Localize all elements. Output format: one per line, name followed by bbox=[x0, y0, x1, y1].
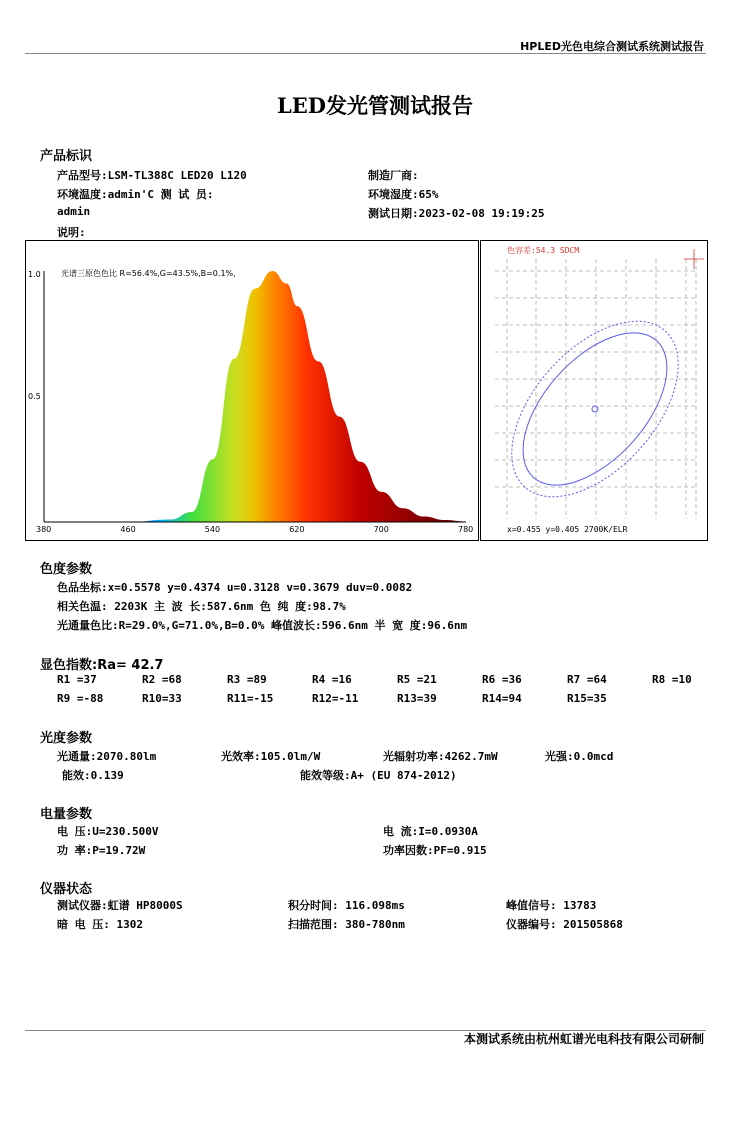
ambient-humidity: 环境湿度:65% bbox=[368, 188, 439, 201]
page-title: LED发光管测试报告 bbox=[277, 93, 473, 118]
cri-value: R2 =68 bbox=[142, 673, 182, 686]
cri-value: R12=-11 bbox=[312, 692, 359, 705]
x-tick-label: 620 bbox=[289, 525, 305, 534]
header-divider bbox=[25, 53, 706, 54]
cri-value: R13=39 bbox=[397, 692, 437, 705]
product-maker: 制造厂商: bbox=[368, 169, 419, 182]
photometric-section-title: 光度参数 bbox=[40, 731, 93, 746]
cri-value: R6 =36 bbox=[482, 673, 522, 686]
peak-signal: 峰值信号: 13783 bbox=[506, 899, 597, 912]
power: 功 率:P=19.72W bbox=[57, 844, 146, 857]
cri-value: R3 =89 bbox=[227, 673, 267, 686]
spectrum-panel bbox=[25, 240, 479, 541]
cri-value: R1 =37 bbox=[57, 673, 97, 686]
cri-value: R14=94 bbox=[482, 692, 522, 705]
cri-value: R15=35 bbox=[567, 692, 607, 705]
radiant-power: 光辐射功率:4262.7mW bbox=[383, 750, 498, 763]
outer-tolerance-ellipse bbox=[481, 291, 707, 527]
spectrum-chart bbox=[26, 241, 478, 540]
cri-value: R4 =16 bbox=[312, 673, 352, 686]
inner-tolerance-ellipse bbox=[496, 307, 693, 511]
power-factor: 功率因数:PF=0.915 bbox=[383, 844, 487, 857]
report-header: HPLED光色电综合测试系统测试报告 bbox=[520, 40, 704, 53]
chromaticity-chart bbox=[481, 241, 707, 540]
cri-value: R9 =-88 bbox=[57, 692, 104, 705]
cri-value: R10=33 bbox=[142, 692, 182, 705]
spectrum-title: 光谱三原色色比 R=56.4%,G=43.5%,B=0.1%, bbox=[61, 269, 236, 278]
energy-grade: 能效等级:A+ (EU 874-2012) bbox=[300, 769, 457, 782]
center-point bbox=[592, 406, 598, 412]
chromaticity-grid bbox=[495, 259, 696, 519]
cri-value: R8 =10 bbox=[652, 673, 692, 686]
cri-value: R7 =64 bbox=[567, 673, 607, 686]
scan-range: 扫描范围: 380-780nm bbox=[288, 918, 405, 931]
spectrum-area bbox=[44, 271, 466, 522]
cri-value: R11=-15 bbox=[227, 692, 274, 705]
y-tick-1: 1.0 bbox=[28, 270, 41, 279]
instrument-device: 测试仪器:虹谱 HP8000S bbox=[57, 899, 183, 912]
measured-point-marker bbox=[684, 249, 704, 269]
cri-section-title: 显色指数:Ra= 42.7 bbox=[40, 658, 164, 673]
current: 电 流:I=0.0930A bbox=[383, 825, 478, 838]
voltage: 电 压:U=230.500V bbox=[57, 825, 159, 838]
x-tick-label: 700 bbox=[373, 525, 389, 534]
x-tick-label: 460 bbox=[120, 525, 136, 534]
footer-text: 本测试系统由杭州虹谱光电科技有限公司研制 bbox=[463, 1032, 704, 1046]
luminous-intensity: 光强:0.0mcd bbox=[545, 750, 614, 763]
tester-name: admin bbox=[57, 205, 91, 218]
instrument-section-title: 仪器状态 bbox=[40, 882, 93, 897]
color-section-title: 色度参数 bbox=[40, 562, 93, 577]
integration-time: 积分时间: 116.098ms bbox=[288, 899, 405, 912]
sdcm-label: 色容差:54.3 SDCM bbox=[507, 246, 580, 255]
note-label: 说明: bbox=[57, 226, 86, 239]
chromaticity-caption: x=0.455 y=0.405 2700K/ELR bbox=[507, 525, 628, 534]
ambient-temp: 环境温度:admin'C 测 试 员: bbox=[57, 188, 214, 201]
cri-value: R5 =21 bbox=[397, 673, 437, 686]
electrical-section-title: 电量参数 bbox=[40, 807, 93, 822]
dark-voltage: 暗 电 压: 1302 bbox=[57, 918, 143, 931]
product-section-title: 产品标识 bbox=[40, 149, 93, 164]
energy-efficiency: 能效:0.139 bbox=[62, 769, 124, 782]
x-tick-label: 540 bbox=[204, 525, 221, 534]
y-tick-0-5: 0.5 bbox=[28, 392, 41, 401]
color-line-3: 光通量色比:R=29.0%,G=71.0%,B=0.0% 峰值波长:596.6nm 半 宽 度:96.6nm bbox=[57, 619, 468, 632]
chromaticity-panel bbox=[480, 240, 708, 541]
color-line-1: 色品坐标:x=0.5578 y=0.4374 u=0.3128 v=0.3679 duv=0.0082 bbox=[57, 581, 413, 594]
x-tick-label: 380 bbox=[36, 525, 52, 534]
instrument-serial: 仪器编号: 201505868 bbox=[506, 918, 623, 931]
x-tick-label: 780 bbox=[458, 525, 474, 534]
luminous-flux: 光通量:2070.80lm bbox=[57, 750, 157, 763]
product-model: 产品型号:LSM-TL388C LED20 L120 bbox=[57, 169, 247, 182]
test-date: 测试日期:2023-02-08 19:19:25 bbox=[368, 207, 545, 220]
color-line-2: 相关色温: 2203K 主 波 长:587.6nm 色 纯 度:98.7% bbox=[57, 600, 346, 613]
luminous-efficacy: 光效率:105.0lm/W bbox=[221, 750, 321, 763]
